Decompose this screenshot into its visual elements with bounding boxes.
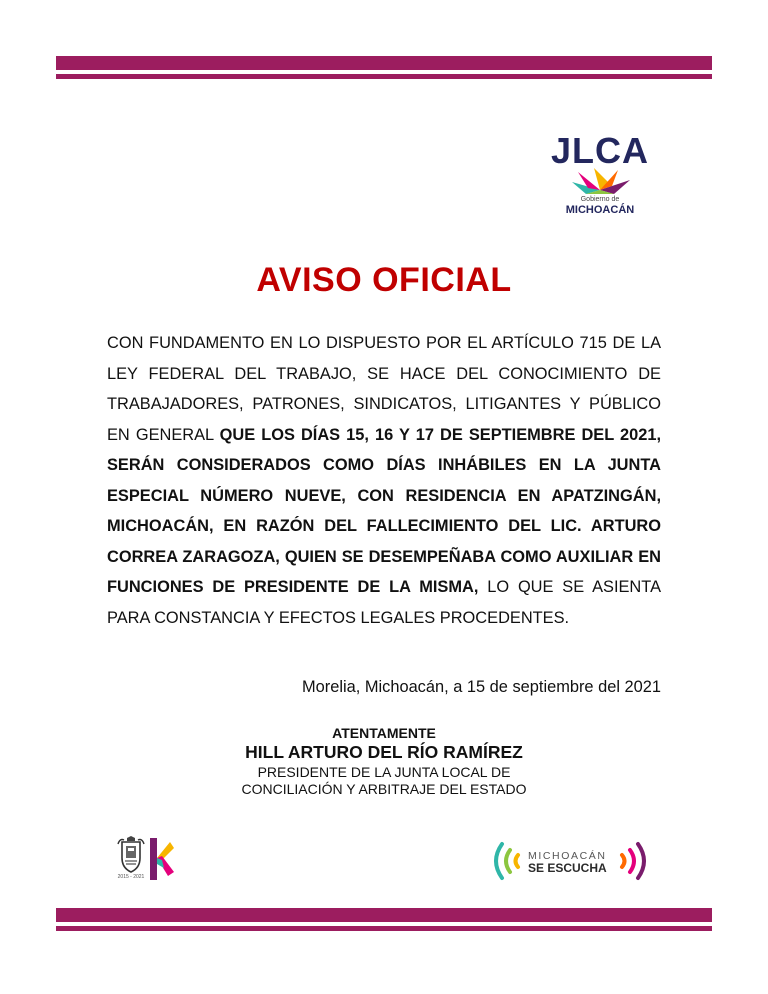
state-coat-of-arms-icon	[116, 836, 146, 882]
campaign-line1: MICHOACÁN	[528, 850, 607, 862]
signature-role-line2: CONCILIACIÓN Y ARBITRAJE DEL ESTADO	[241, 781, 527, 797]
seal-years: 2015 - 2021	[117, 874, 145, 880]
jlca-wordmark: JLCA	[550, 130, 649, 171]
jlca-subtitle: Gobierno de	[580, 196, 620, 203]
jlca-logo	[548, 132, 652, 220]
origami-star-icon	[564, 168, 636, 198]
notice-emphasis: QUE LOS DÍAS 15, 16 Y 17 DE SEPTIEMBRE DEL 2021, SERÁN CONSIDERADOS COMO DÍAS INHÁBILES EN LA JUNTA ESPECIAL NÚMERO NUEVE, CON RESIDENCIA EN APATZINGÁN, MICHOACÁN, EN RAZÓN DEL FALLECIMIENTO DEL LIC. ARTURO CORREA ZARAGOZA, QUIEN SE DESEMPEÑABA COMO AUXILIAR EN FUNCIONES DE PRESIDENTE DE LA MISMA,	[107, 425, 662, 596]
campaign-line2: SE ESCUCHA	[528, 861, 607, 875]
signature-name: HILL ARTURO DEL RÍO RAMÍREZ	[245, 742, 523, 762]
notice-closing: LO QUE SE ASIENTA PARA CONSTANCIA Y EFECTOS LEGALES PROCEDENTES.	[107, 578, 661, 627]
place-date: Morelia, Michoacán, a 15 de septiembre del 2021	[302, 678, 661, 696]
signature-salutation: ATENTAMENTE	[332, 725, 436, 741]
k-logo-icon	[150, 838, 174, 880]
bottom-band	[56, 908, 712, 931]
jlca-state: MICHOACÁN	[565, 204, 635, 216]
notice-body	[107, 328, 661, 633]
signature-role-line1: PRESIDENTE DE LA JUNTA LOCAL DE	[257, 764, 511, 780]
notice-intro: CON FUNDAMENTO EN LO DISPUESTO POR EL ARTÍCULO 715 DE LA LEY FEDERAL DEL TRABAJO, SE HACE DEL CONOCIMIENTO DE TRABAJADORES, PATRONES, SINDICATOS, LITIGANTES Y PÚBLICO EN GENERAL	[107, 334, 661, 444]
campaign-logo	[488, 840, 652, 882]
page-title: AVISO OFICIAL	[256, 261, 512, 299]
top-band	[56, 56, 712, 79]
